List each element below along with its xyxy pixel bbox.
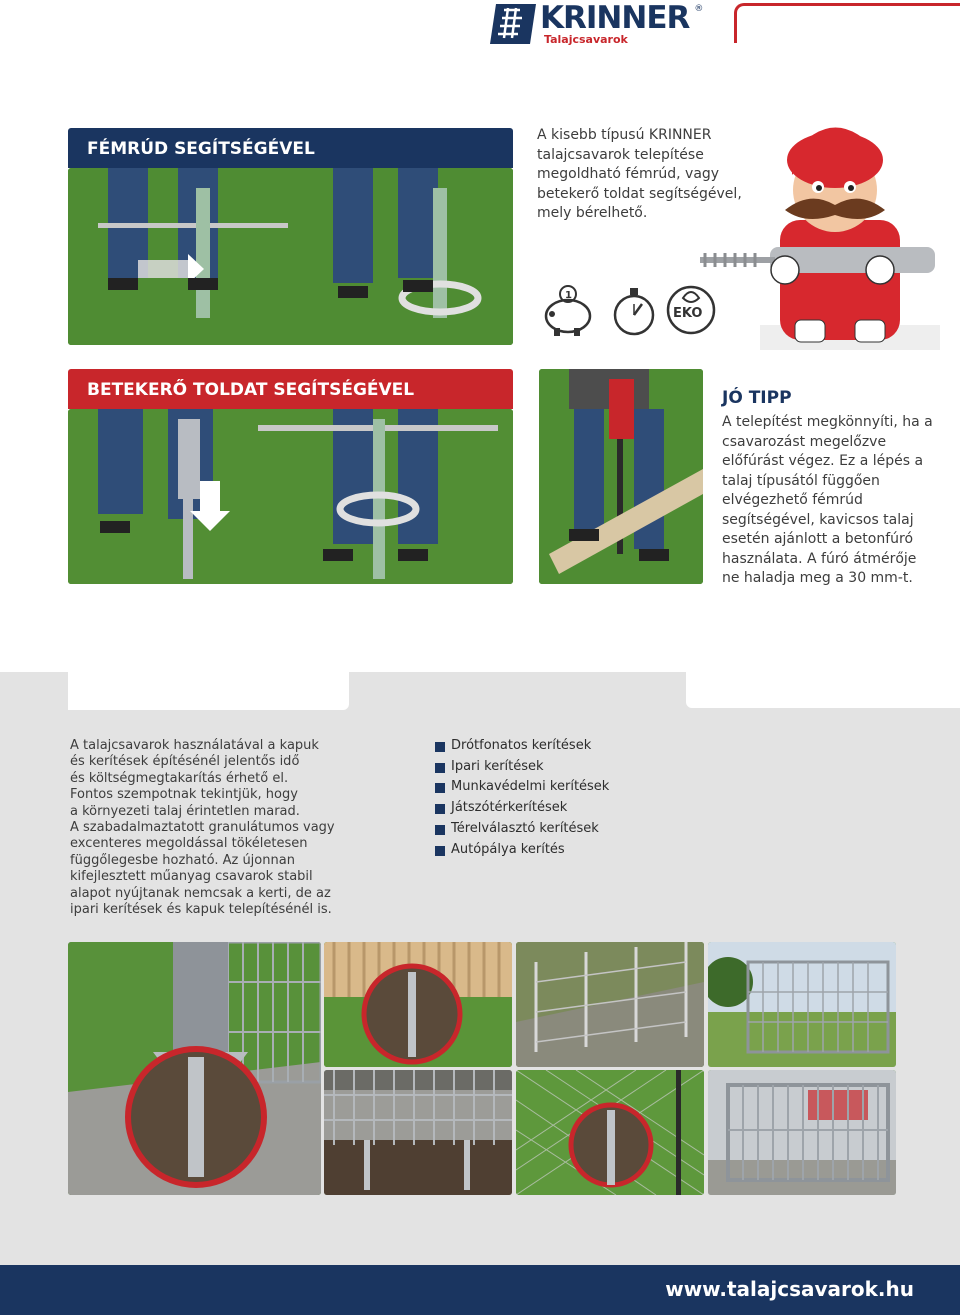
info-line: alapot nyújtanak nemcsak a kerti, de az	[70, 885, 331, 901]
fence-type-item: Munkavédelmi kerítések	[435, 777, 609, 798]
krinner-logo	[490, 2, 705, 46]
info-line: ipari kerítések és kapuk telepítésénél is.	[70, 902, 332, 918]
fence-type-item: Drótfonatos kerítések	[435, 736, 609, 757]
piggy-bank-icon	[540, 284, 600, 339]
photo-wooden-fence-screw	[324, 942, 512, 1067]
brand-subtitle: Talajcsavarok	[544, 33, 628, 46]
photo-sliding-gate	[708, 1070, 896, 1195]
info-text	[70, 738, 360, 918]
mascot-illustration	[700, 125, 945, 350]
fence-type-item: Autópálya kerítés	[435, 840, 609, 861]
piggy-coin-number: 1	[565, 290, 572, 301]
section-banner-extension: BETEKERŐ TOLDAT SEGÍTSÉGÉVEL	[68, 369, 513, 409]
info-line: A szabadalmaztatott granulátumos vagy	[70, 820, 335, 836]
info-line: A talajcsavarok használatával a kapuk	[70, 738, 319, 753]
fence-type-item: Játszótérkerítések	[435, 798, 609, 819]
stopwatch-icon	[610, 284, 658, 339]
registered-mark: ®	[694, 4, 704, 14]
tip-text: A telepítést megkönnyíti, ha a csavarozást megelőzve előfúrást végez. Ez a lépés a talaj típusától függően elvégezhető fémrúd segítségével, kavicsos talaj esetén ajánlott a betonfúró használata. A fúró átmérője ne haladja meg a 30 mm-t.	[722, 414, 933, 586]
website-link[interactable]: www.talajcsavarok.hu	[665, 1277, 914, 1301]
photo-panel-fence-field	[708, 942, 896, 1067]
info-line: excenteres megoldással tökéletesen	[70, 836, 308, 852]
info-line: a környezeti talaj érintetlen marad.	[70, 803, 300, 819]
intro-text: A kisebb típusú KRINNER talajcsavarok telepítése megoldható fémrúd, vagy betekerő toldat segítségével, mely bérelhető.	[537, 127, 742, 221]
tip-title: JÓ TIPP	[722, 388, 792, 408]
info-line: kifejlesztett műanyag csavarok stabil	[70, 869, 313, 885]
photo-chainlink-fence-slope	[516, 942, 704, 1067]
eco-leaf-icon	[665, 284, 717, 336]
logo-mark-icon	[490, 4, 536, 44]
footer-bar	[0, 1265, 960, 1315]
panel-tab-right	[686, 672, 960, 708]
section-banner-metal-rod: FÉMRÚD SEGÍTSÉGÉVEL	[68, 128, 513, 168]
brand-name: KRINNER ®	[540, 0, 704, 36]
info-line: és költségmegtakarítás érhető el.	[70, 770, 289, 786]
fence-type-item: Térelválasztó kerítések	[435, 819, 609, 840]
eco-label: EKO	[673, 306, 703, 321]
header-accent-line	[734, 3, 960, 43]
panel-tab-left	[68, 672, 349, 710]
photo-fence-post-ground-screw	[68, 942, 321, 1195]
photo-mesh-fence-closeup	[324, 1070, 512, 1195]
photo-metal-rod-installation	[68, 168, 513, 345]
info-line: Fontos szempotnak tekintjük, hogy	[70, 787, 298, 803]
info-line: függőlegesbe hozható. Az újonnan	[70, 852, 295, 868]
info-line: és kerítések építésénél jelentős idő	[70, 754, 300, 770]
panel-tab-middle	[351, 672, 684, 684]
fence-type-list	[435, 736, 609, 860]
photo-chainlink-fence-screw	[516, 1070, 704, 1195]
photo-predrilling	[539, 369, 703, 584]
fence-type-item: Ipari kerítések	[435, 757, 609, 778]
photo-extension-installation	[68, 409, 513, 584]
